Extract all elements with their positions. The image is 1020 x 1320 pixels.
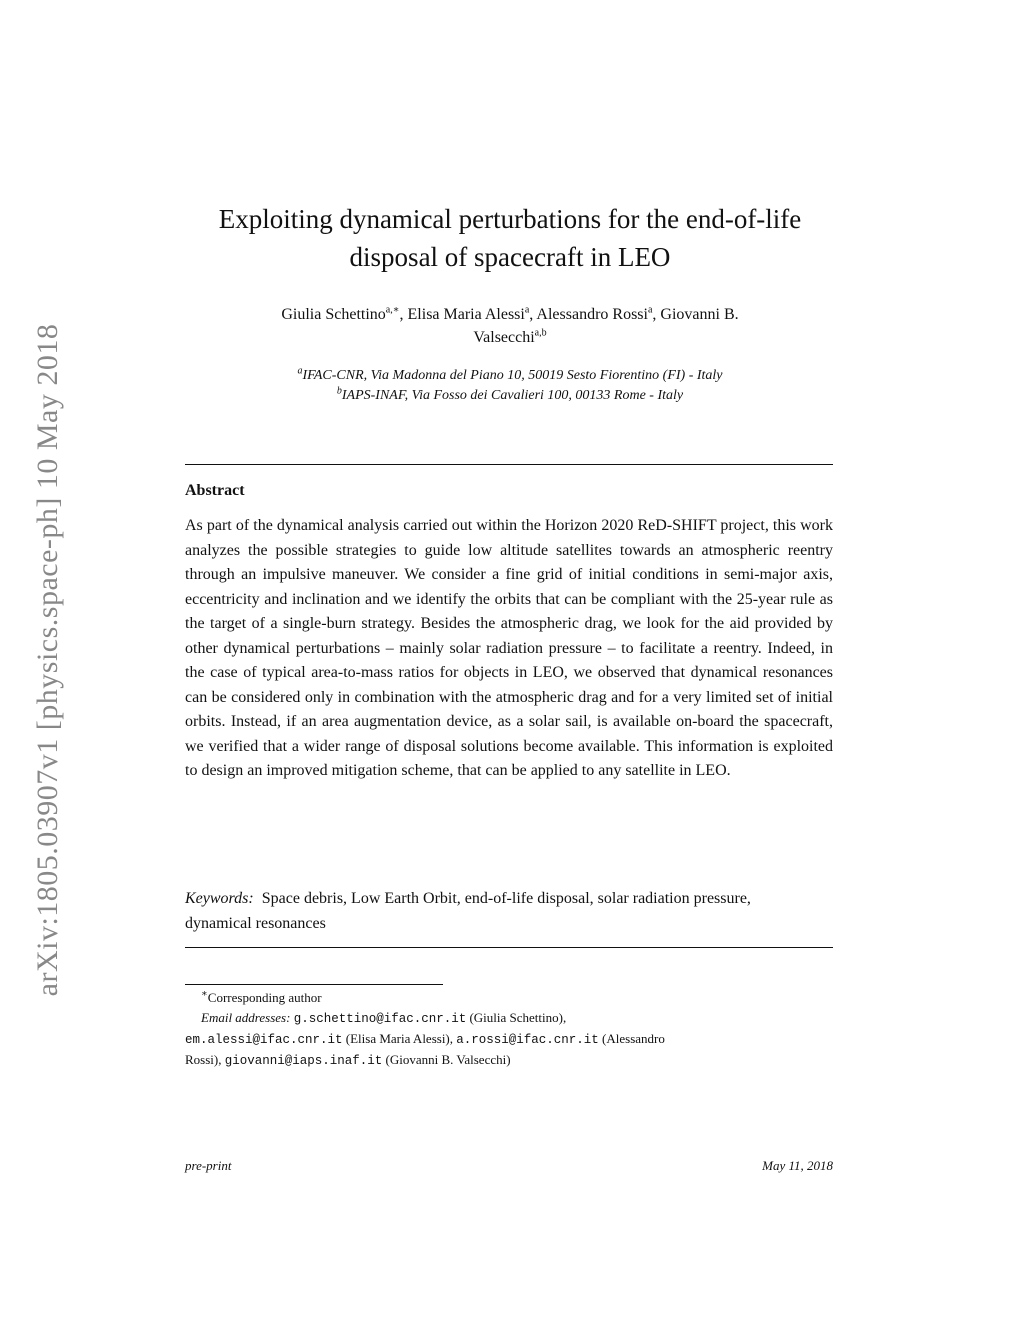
email-link[interactable]: a.rossi@ifac.cnr.it: [456, 1033, 599, 1047]
affiliations: [150, 366, 870, 406]
abstract-top-rule: [185, 464, 833, 465]
abstract-bottom-rule: [185, 947, 833, 948]
author-name: , Giovanni B.: [652, 306, 739, 323]
keywords: [185, 887, 785, 936]
keywords-label: Keywords:: [185, 890, 254, 907]
email-line-2: [185, 1029, 833, 1050]
email-label: Email addresses:: [201, 1010, 291, 1025]
arxiv-identifier-text: arXiv:1805.03907v1 [physics.space-ph] 10 May 2018: [31, 323, 64, 997]
author-name: Giulia Schettino: [281, 306, 386, 323]
email-line-1: [185, 1008, 833, 1029]
email-link[interactable]: giovanni@iaps.inaf.it: [224, 1054, 383, 1068]
affiliation-mark: b: [336, 385, 342, 397]
footnote-rule: [185, 984, 443, 985]
title-line-2: disposal of spacecraft in LEO: [349, 242, 671, 272]
author-name: , Alessandro Rossi: [529, 306, 648, 323]
paper-title: [140, 200, 880, 276]
corresponding-author-text: Corresponding author: [207, 990, 322, 1005]
keywords-text: Space debris, Low Earth Orbit, end-of-life disposal, solar radiation pressure, dynamical resonances: [185, 890, 751, 932]
author-name: Valsecchi: [473, 329, 535, 346]
abstract-text: As part of the dynamical analysis carried out within the Horizon 2020 ReD-SHIFT project, this work analyzes the possible strategies to guide low altitude satellites towards an atmospheric reentry through an impulsive maneuver. We consider a fine grid of initial conditions in semi-major axis, eccentricity and inclination and we identify the orbits that can be compliant with the 25-year rule as the target of a single-burn strategy. Besides the atmospheric drag, we look for the aid provided by other dynamical perturbations – mainly solar radiation pressure – to facilitate a reentry. Indeed, in the case of typical area-to-mass ratios for objects in LEO, we observed that dynamical resonances can be considered only in combination with the atmospheric drag and for a very limited set of initial orbits. Instead, if an area augmentation device, as a solar sail, is available on-board the spacecraft, we verified that a wider range of disposal solutions become available. This information is exploited to design an improved mitigation scheme, that can be applied to any satellite in LEO.: [185, 517, 833, 779]
email-owner: (Elisa Maria Alessi),: [345, 1031, 454, 1046]
abstract-heading: Abstract: [185, 482, 245, 499]
affiliation-text: IAPS-INAF, Via Fosso dei Cavalieri 100, 00133 Rome - Italy: [341, 388, 684, 403]
title-line-1: Exploiting dynamical perturbations for the end-of-life: [218, 204, 802, 234]
author-superscript: a,b: [534, 327, 547, 339]
email-line-3: [185, 1050, 833, 1071]
email-owner: (Giulia Schettino),: [469, 1010, 567, 1025]
affiliation-b: [150, 386, 870, 406]
footnote-mark: ∗: [201, 988, 208, 1000]
preprint-label: pre-print: [185, 1158, 232, 1173]
affiliation-text: IFAC-CNR, Via Madonna del Piano 10, 50019 Sesto Fiorentino (FI) - Italy: [302, 368, 723, 383]
email-owner: (Alessandro: [602, 1031, 665, 1046]
author-line-1: [150, 303, 870, 326]
author-superscript: a,∗: [385, 304, 400, 316]
author-superscript: a: [524, 304, 530, 316]
email-owner: (Giovanni B. Valsecchi): [385, 1052, 511, 1067]
affiliation-mark: a: [297, 365, 303, 377]
author-line-2: [150, 326, 870, 349]
affiliation-a: [150, 366, 870, 386]
author-name: , Elisa Maria Alessi: [399, 306, 525, 323]
footer-date: May 11, 2018: [762, 1158, 833, 1173]
author-superscript: a: [647, 304, 653, 316]
email-link[interactable]: g.schettino@ifac.cnr.it: [293, 1012, 467, 1026]
author-list: [150, 303, 870, 349]
email-link[interactable]: em.alessi@ifac.cnr.it: [185, 1033, 343, 1047]
corresponding-author-note: [185, 988, 833, 1008]
email-owner: Rossi),: [185, 1052, 222, 1067]
footnote: [185, 988, 833, 1071]
